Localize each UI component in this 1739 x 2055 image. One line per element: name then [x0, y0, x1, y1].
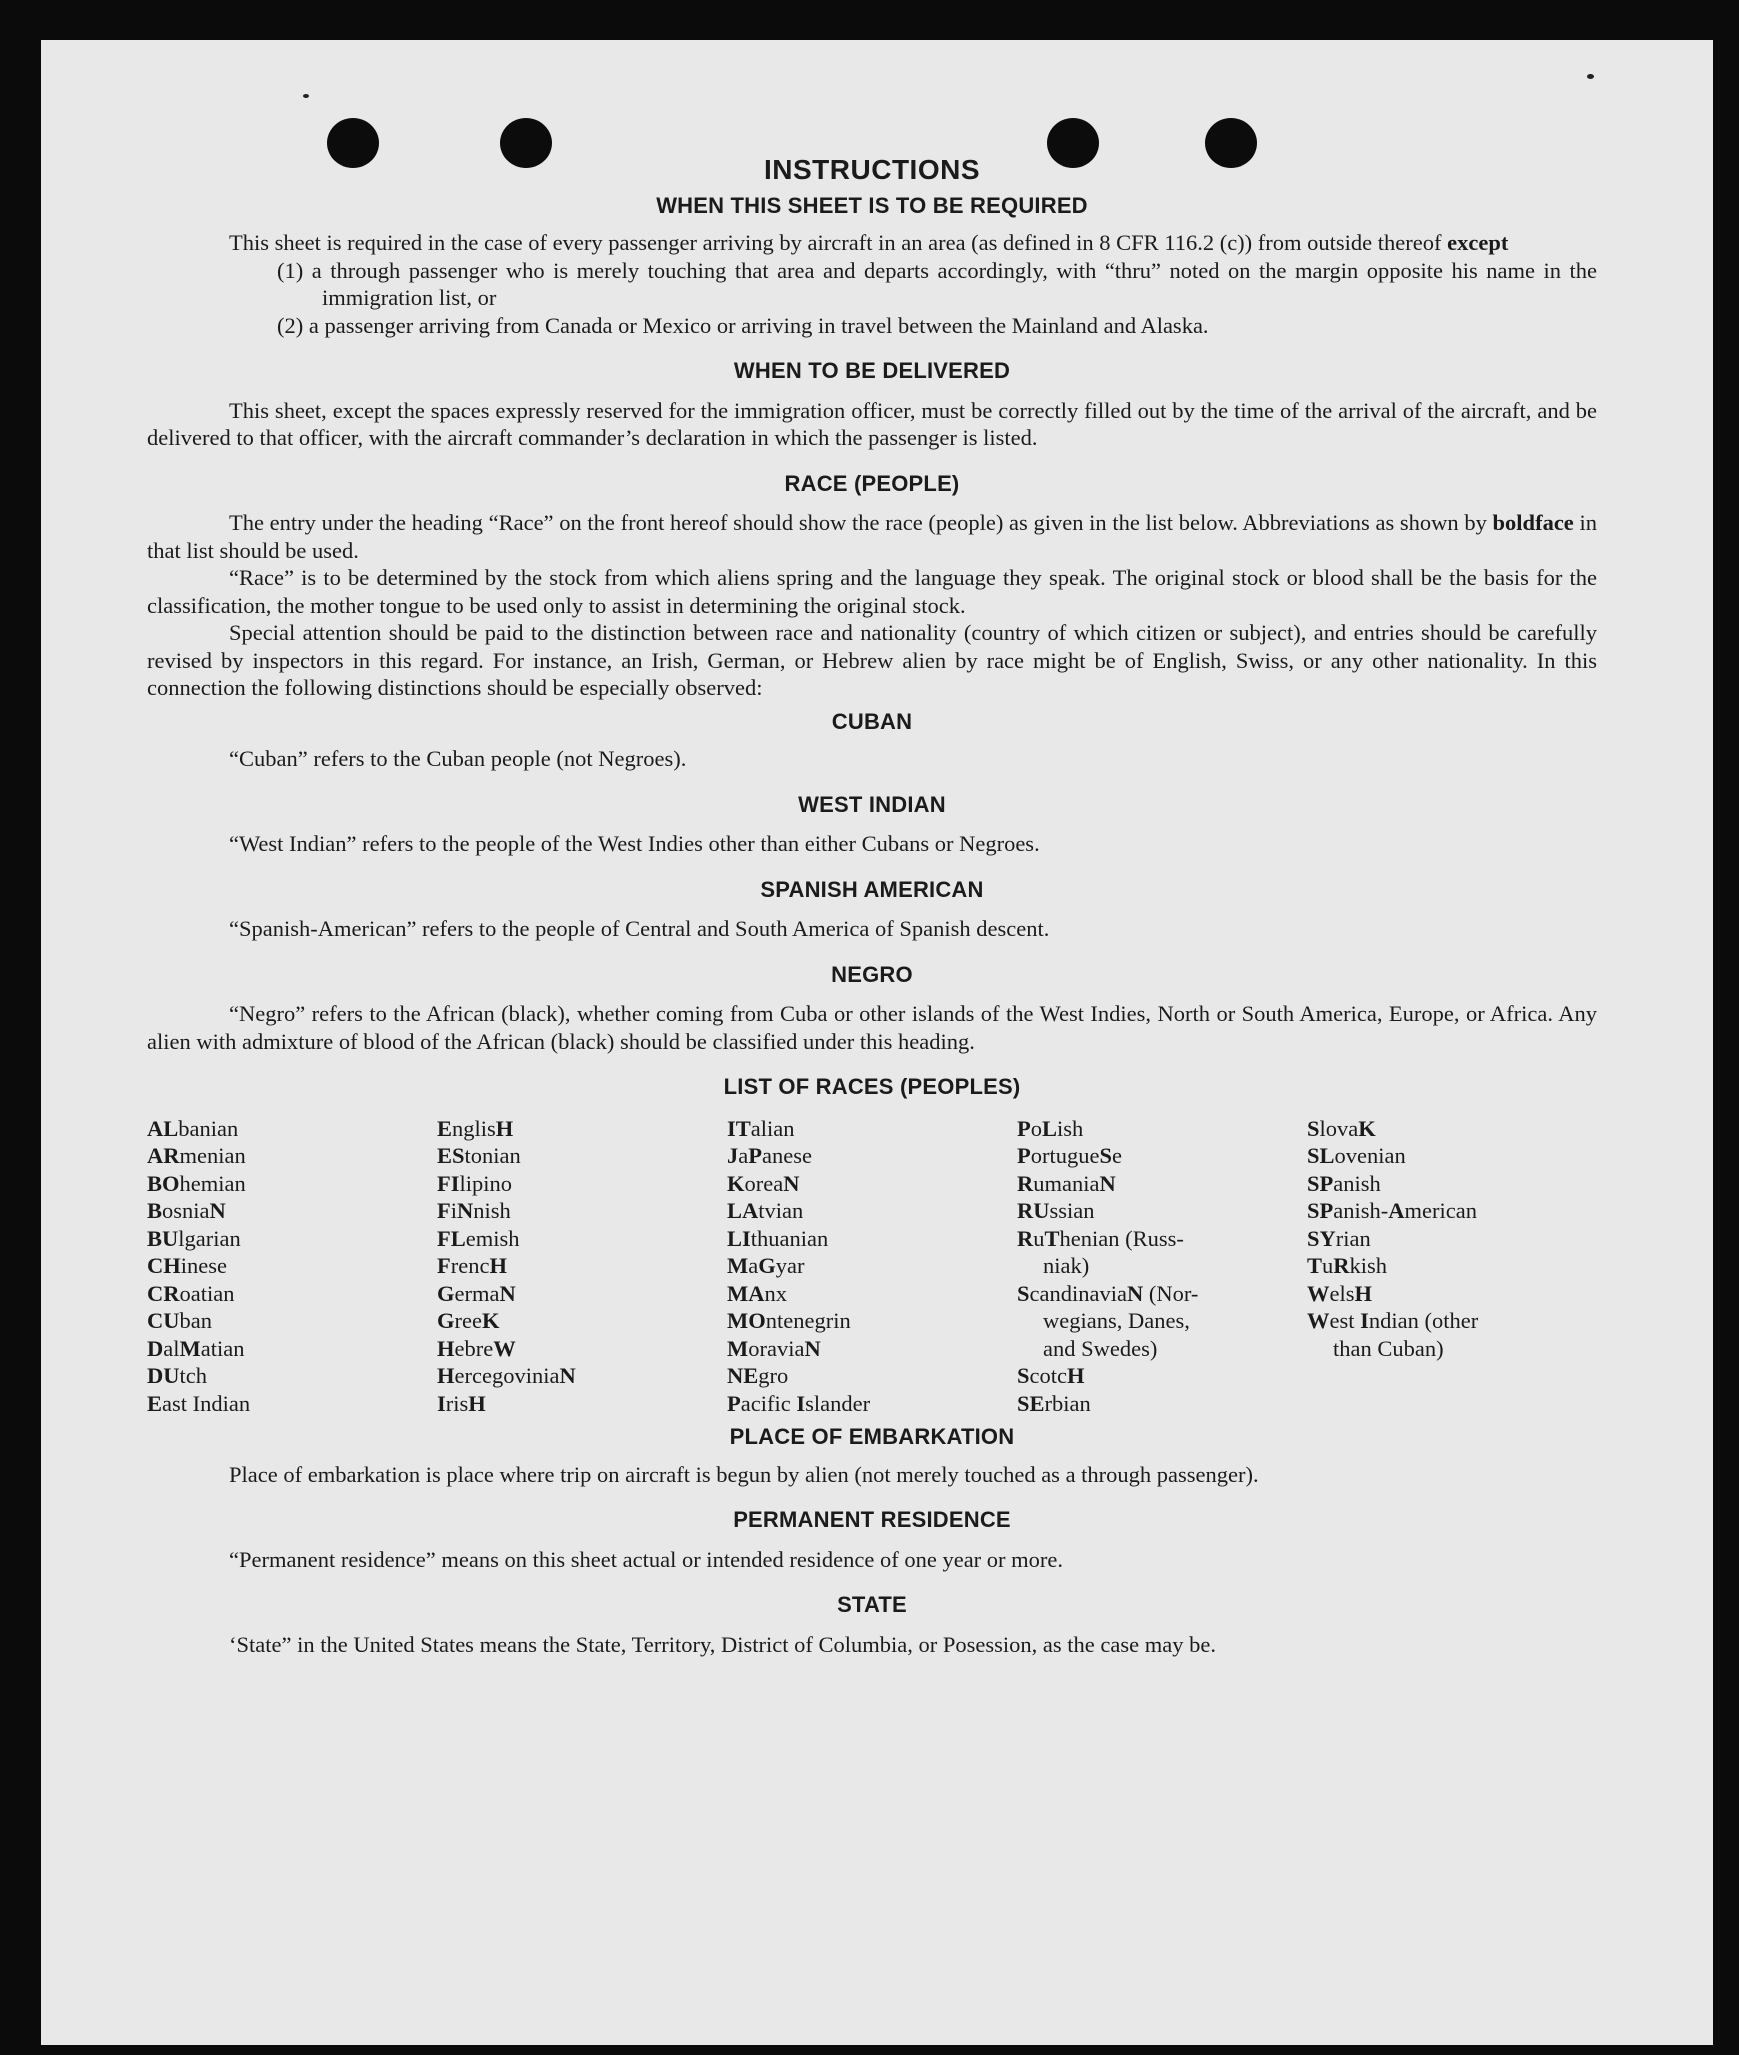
paragraph: This sheet is required in the case of every passenger arriving by aircraft in an area (as defined in 8 CFR 116.2 (c)) from outside thereof except — [229, 230, 1509, 255]
paragraph: “West Indian” refers to the people of the West Indies other than either Cubans or Negroes. — [229, 831, 1040, 856]
race-entry: HercegoviniaN — [437, 1363, 576, 1388]
race-entry: CRoatian — [147, 1280, 235, 1306]
race-entry: LIthuanian — [727, 1225, 829, 1251]
race-entry: RumaniaN — [1017, 1170, 1116, 1196]
speck — [1587, 74, 1594, 79]
paragraph: The entry under the heading “Race” on the front hereof should show the race (people) as given in the list below. Abbreviations as shown by boldface in that list should be used. — [147, 510, 1598, 563]
race-entry: ALbanian — [147, 1115, 239, 1141]
section-heading: NEGRO — [831, 961, 913, 987]
section-heading: STATE — [837, 1592, 907, 1617]
instructions-content — [147, 150, 1597, 1658]
race-entry: SPanish — [1307, 1170, 1381, 1196]
race-entry: TuRkish — [1307, 1253, 1388, 1278]
race-entry: KoreaN — [727, 1170, 800, 1196]
section-heading: PLACE OF EMBARKATION — [729, 1424, 1015, 1449]
races-column — [727, 1115, 1017, 1418]
race-entry: wegians, Danes, — [1043, 1308, 1190, 1333]
race-entry: IrisH — [437, 1390, 486, 1416]
race-entry: HebreW — [437, 1335, 516, 1361]
race-entry: ScotcH — [1017, 1363, 1085, 1388]
paragraph: ‘State” in the United States means the State, Territory, District of Columbia, or Posession, as the case may be. — [229, 1631, 1216, 1657]
races-column — [437, 1115, 727, 1418]
race-entry: RUssian — [1017, 1198, 1095, 1223]
section-heading: CUBAN — [831, 708, 913, 734]
section-heading: WHEN THIS SHEET IS TO BE REQUIRED — [656, 192, 1088, 218]
list-item: (1) a through passenger who is merely touching that area and departs accordingly, with “thru” noted on the margin opposite his name in the immigration list, or — [277, 257, 1597, 310]
race-entry: CUban — [147, 1308, 212, 1333]
race-entry: West Indian (other — [1307, 1308, 1479, 1333]
race-entry: FrencH — [437, 1253, 507, 1278]
race-entry: Pacific Islander — [727, 1390, 871, 1416]
speck — [303, 94, 309, 98]
races-column — [1307, 1115, 1597, 1418]
paragraph: “Negro” refers to the African (black), whether coming from Cuba or other islands of the West Indies, North or South America, Europe, or Africa. Any alien with admixture of blood of the African (black) should be classified under this heading. — [147, 1001, 1597, 1054]
race-entry: GreeK — [437, 1308, 500, 1333]
races-column — [1017, 1115, 1307, 1418]
race-entry: SYrian — [1307, 1225, 1371, 1251]
race-entry: BOhemian — [147, 1170, 246, 1196]
paragraph: Special attention should be paid to the distinction between race and nationality (country of which citizen or subject), and entries should be carefully revised by inspectors in this regard. For instance, an Irish, German, or Hebrew alien by race might be of English, Swiss, or any other nationality. In this connection the following distinctions should be especially observed: — [147, 620, 1597, 700]
race-entry: DUtch — [147, 1363, 207, 1388]
paragraph: “Spanish-American” refers to the people of Central and South America of Spanish descent. — [229, 916, 1050, 941]
page-title: INSTRUCTIONS — [764, 154, 980, 185]
section-heading: SPANISH AMERICAN — [760, 876, 984, 902]
race-entry: than Cuban) — [1333, 1335, 1444, 1361]
section-heading: WHEN TO BE DELIVERED — [733, 358, 1011, 383]
section-heading: PERMANENT RESIDENCE — [733, 1507, 1011, 1532]
race-entry: DalMatian — [147, 1335, 245, 1361]
race-entry: EnglisH — [437, 1115, 514, 1141]
race-entry: GermaN — [437, 1280, 516, 1306]
section-heading: LIST OF RACES (PEOPLES) — [723, 1074, 1021, 1099]
race-entry: EStonian — [437, 1143, 521, 1168]
race-entry: ScandinaviaN (Nor- — [1017, 1280, 1199, 1306]
race-entry: PoLish — [1017, 1115, 1084, 1141]
races-list — [147, 1115, 1597, 1418]
race-entry: MOntenegrin — [727, 1308, 851, 1333]
race-entry: CHinese — [147, 1253, 227, 1278]
race-entry: niak) — [1043, 1253, 1090, 1278]
paragraph: “Race” is to be determined by the stock from which aliens spring and the language they speak. The original stock or blood shall be the basis for the classification, the mother tongue to be used only to assist in determining the original stock. — [147, 565, 1597, 618]
race-entry: RuThenian (Russ- — [1017, 1225, 1184, 1251]
section-heading: WEST INDIAN — [798, 791, 946, 817]
paragraph: Place of embarkation is place where trip on aircraft is begun by alien (not merely touched as a through passenger). — [229, 1461, 1259, 1487]
race-entry: MAnx — [727, 1280, 787, 1306]
race-entry: PortugueSe — [1017, 1143, 1122, 1168]
race-entry: LAtvian — [727, 1198, 804, 1223]
race-entry: SLovenian — [1307, 1143, 1406, 1168]
race-entry: SErbian — [1017, 1390, 1091, 1416]
paragraph: “Cuban” refers to the Cuban people (not Negroes). — [229, 746, 687, 771]
race-entry: MoraviaN — [727, 1335, 821, 1361]
race-entry: FLemish — [437, 1225, 520, 1251]
race-entry: BosniaN — [147, 1198, 226, 1223]
paragraph: “Permanent residence” means on this sheet actual or intended residence of one year or more. — [229, 1546, 1064, 1572]
race-entry: SPanish-American — [1307, 1198, 1477, 1223]
race-entry: ITalian — [727, 1115, 795, 1141]
race-entry: FiNnish — [437, 1198, 511, 1223]
race-entry: JaPanese — [727, 1143, 812, 1168]
race-entry: FIlipino — [437, 1170, 513, 1196]
paragraph: This sheet, except the spaces expressly reserved for the immigration officer, must be correctly filled out by the time of the arrival of the aircraft, and be delivered to that officer, with the aircraft commander’s declaration in which the passenger is listed. — [147, 397, 1597, 450]
races-column — [147, 1115, 437, 1418]
race-entry: WelsH — [1307, 1280, 1373, 1306]
race-entry: NEgro — [727, 1363, 789, 1388]
race-entry: BUlgarian — [147, 1225, 241, 1251]
race-entry: MaGyar — [727, 1253, 805, 1278]
race-entry: SlovaK — [1307, 1115, 1376, 1141]
list-item: (2) a passenger arriving from Canada or Mexico or arriving in travel between the Mainland and Alaska. — [277, 312, 1209, 338]
race-entry: East Indian — [147, 1390, 251, 1416]
section-heading: RACE (PEOPLE) — [784, 470, 960, 496]
race-entry: and Swedes) — [1043, 1335, 1158, 1361]
race-entry: ARmenian — [147, 1143, 246, 1168]
